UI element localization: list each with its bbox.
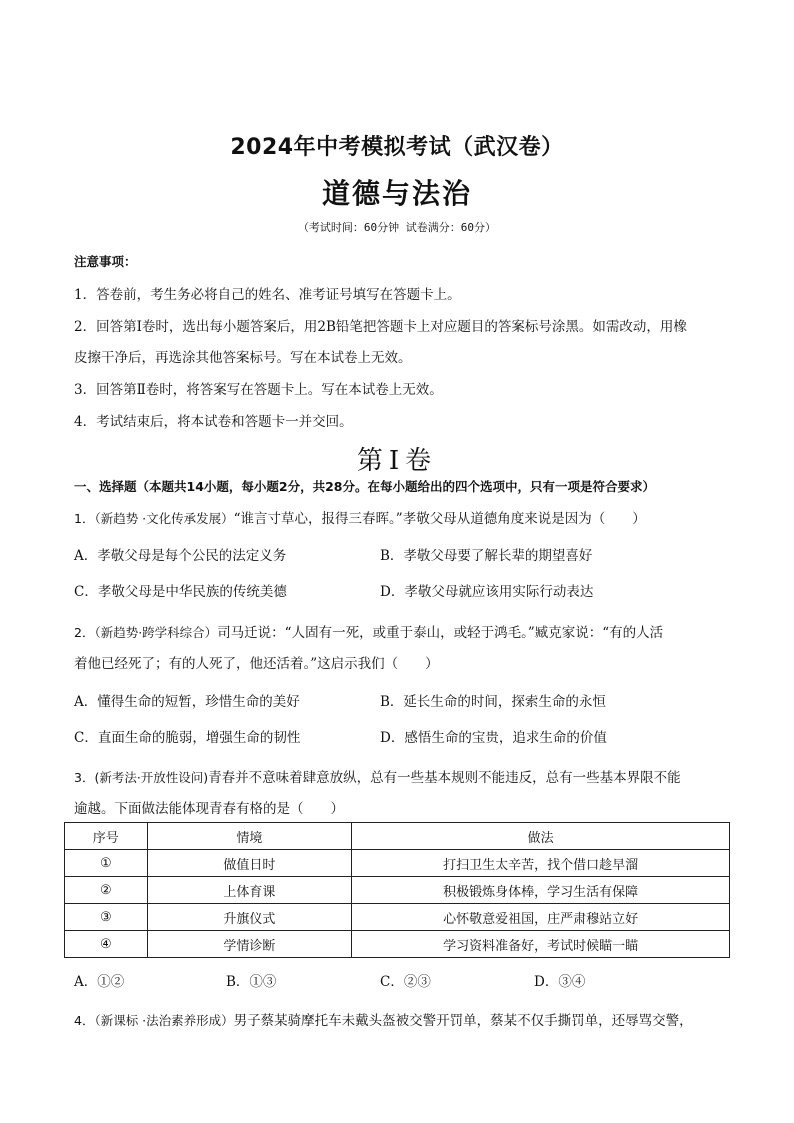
question-text: 青春并不意味着肆意放纵，总有一些基本规则不能违反，总有一些基本界限不能 <box>208 770 681 786</box>
table-row <box>65 877 730 904</box>
question-text: 着他已经死了；有的人死了，他还活着。”这启示我们（ ） <box>74 656 439 672</box>
option-c[interactable]: C．直面生命的脆弱，增强生命的韧性 <box>74 730 301 746</box>
option-c[interactable]: C．孝敬父母是中华民族的传统美德 <box>74 584 287 600</box>
table-cell: 做值日时 <box>147 850 352 877</box>
question-text: 司马迁说：“人固有一死，或重于泰山，或轻于鸿毛。”臧克家说：“有的人活 <box>217 625 664 641</box>
question-1-stem <box>74 507 646 527</box>
question-tag: 4．（新课标 ·法治素养形成） <box>74 1013 234 1028</box>
table-cell: 打扫卫生太辛苦，找个借口趁早溜 <box>352 850 730 877</box>
option-b[interactable]: B．①③ <box>226 974 277 990</box>
option-a[interactable]: A．孝敬父母是每个公民的法定义务 <box>74 548 287 564</box>
table-header: 做法 <box>352 823 730 850</box>
option-d[interactable]: D．感悟生命的宝贵，追求生命的价值 <box>380 730 607 746</box>
table-cell: 升旗仪式 <box>147 904 352 931</box>
exam-info: （考试时间：60分钟 试卷满分：60分） <box>297 221 497 234</box>
table-cell: ② <box>65 877 148 904</box>
question-tag: 3．(新考法·开放性设问) <box>74 770 209 785</box>
table-cell: ① <box>65 850 148 877</box>
option-a[interactable]: A．懂得生命的短暂，珍惜生命的美好 <box>74 694 300 710</box>
option-a[interactable]: A．①② <box>74 974 125 990</box>
scenario-table <box>64 822 730 958</box>
table-header-row <box>65 823 730 850</box>
notice-heading: 注意事项： <box>74 254 137 269</box>
question-tag: 1．（新趋势 ·文化传承发展） <box>74 511 234 526</box>
question-text: 男子蔡某骑摩托车未戴头盔被交警开罚单，蔡某不仅手撕罚单，还辱骂交警， <box>233 1013 693 1029</box>
table-cell: 心怀敬意爱祖国，庄严肃穆站立好 <box>352 904 730 931</box>
notice-item: 1．答卷前，考生务必将自己的姓名、准考证号填写在答题卡上。 <box>74 287 461 303</box>
table-cell: 学习资料准备好，考试时候瞄一瞄 <box>352 931 730 958</box>
question-tag: 2．（新趋势·跨学科综合） <box>74 625 218 640</box>
notice-item: 3．回答第Ⅱ卷时，将答案写在答题卡上。写在本试卷上无效。 <box>74 382 443 398</box>
table-cell: 学情诊断 <box>147 931 352 958</box>
option-d[interactable]: D．孝敬父母就应该用实际行动表达 <box>380 584 594 600</box>
option-c[interactable]: C．②③ <box>380 974 431 990</box>
table-header: 序号 <box>65 823 148 850</box>
table-cell: 积极锻炼身体棒，学习生活有保障 <box>352 877 730 904</box>
section-description: 一、选择题（本题共14小题，每小题2分，共28分。在每小题给出的四个选项中，只有一项是符合要求） <box>74 479 655 494</box>
question-text: “谁言寸草心，报得三春晖。”孝敬父母从道德角度来说是因为（ ） <box>233 511 646 527</box>
subject-title: 道德与法治 <box>321 177 472 210</box>
table-row <box>65 850 730 877</box>
notice-item: 皮擦干净后，再选涂其他答案标号。写在本试卷上无效。 <box>74 350 412 366</box>
table-cell: ③ <box>65 904 148 931</box>
question-4-stem <box>74 1009 693 1029</box>
table-cell: 上体育课 <box>147 877 352 904</box>
option-b[interactable]: B．孝敬父母要了解长辈的期望喜好 <box>380 548 593 564</box>
option-d[interactable]: D．③④ <box>534 974 586 990</box>
table-cell: ④ <box>65 931 148 958</box>
question-text: 逾越。下面做法能体现青春有格的是（ ） <box>74 801 344 817</box>
question-3-stem <box>74 766 681 786</box>
section-title: 第I卷 <box>356 446 438 476</box>
option-b[interactable]: B．延长生命的时间，探索生命的永恒 <box>380 694 606 710</box>
question-2-stem <box>74 621 663 641</box>
table-row <box>65 931 730 958</box>
exam-title: 2024年中考模拟考试（武汉卷） <box>230 135 564 160</box>
notice-item: 2．回答第Ⅰ卷时，选出每小题答案后，用2B铅笔把答题卡上对应题目的答案标号涂黑。如需改动，用橡 <box>74 319 687 335</box>
notice-item: 4．考试结束后，将本试卷和答题卡一并交回。 <box>74 414 353 430</box>
table-header: 情境 <box>147 823 352 850</box>
table-row <box>65 904 730 931</box>
